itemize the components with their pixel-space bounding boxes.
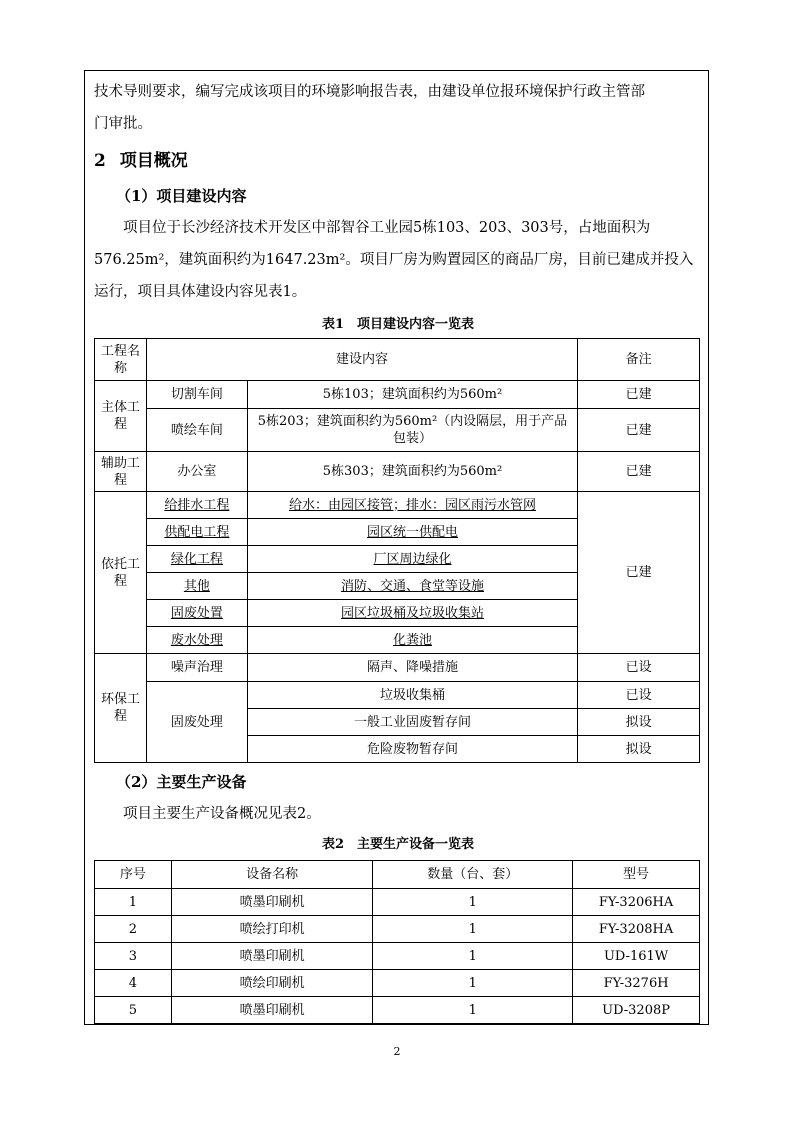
t2-cell-name: 喷绘打印机 [171,916,373,943]
t2-cell-model: FY-3276H [573,970,700,997]
t2-cell-name: 喷绘印刷机 [171,970,373,997]
t1-cell: 办公室 [146,452,247,492]
section-title: 项目概况 [119,151,188,171]
t2-cell-no: 2 [95,916,172,943]
t2-cell-model: UD-3208P [573,997,700,1024]
t1-cell: 消防、交通、食堂等设施 [247,573,577,600]
table-row [95,970,700,997]
t1-group-support: 依托工程 [95,492,147,654]
t2-header-name: 设备名称 [171,861,373,889]
table-row [95,997,700,1024]
table-row [95,916,700,943]
t1-cell: 其他 [146,573,247,600]
t1-cell: 已建 [578,409,700,452]
t1-support-note: 已建 [578,492,700,654]
t2-cell-no: 5 [95,997,172,1024]
t1-cell: 给水：由园区接管；排水：园区雨污水管网 [247,492,577,519]
subsection-2-paragraph: 项目主要生产设备概况见表2。 [123,806,321,822]
t2-cell-qty: 1 [373,997,573,1024]
t2-cell-name: 喷墨印刷机 [171,997,373,1024]
t2-cell-no: 4 [95,970,172,997]
table-row [95,943,700,970]
t2-cell-name: 喷墨印刷机 [171,889,373,916]
t1-cell: 已设 [578,654,700,682]
t1-cell: 隔声、降噪措施 [247,654,577,682]
t2-header-model: 型号 [573,861,700,889]
t1-cell: 垃圾收集桶 [247,682,577,709]
t1-header-note: 备注 [578,339,700,381]
t1-cell: 已建 [578,381,700,409]
t1-cell: 危险废物暂存间 [247,736,577,763]
t1-cell: 一般工业固废暂存间 [247,709,577,736]
t1-cell: 固废处理 [146,682,247,763]
t1-cell: 5栋303；建筑面积约为560m² [247,452,577,492]
t1-cell: 噪声治理 [146,654,247,682]
t2-cell-qty: 1 [373,970,573,997]
section-heading [94,146,702,176]
t1-header-content: 建设内容 [146,339,577,381]
t1-cell: 5栋103；建筑面积约为560m² [247,381,577,409]
t1-cell: 喷绘车间 [146,409,247,452]
t1-cell: 拟设 [578,709,700,736]
t1-header-name: 工程名称 [95,339,147,381]
table-2 [94,860,700,1024]
t1-group-aux: 辅助工程 [95,452,147,492]
t1-cell: 5栋203；建筑面积约为560m²（内设隔层，用于产品包装） [247,409,577,452]
t2-cell-model: UD-161W [573,943,700,970]
t1-cell: 供配电工程 [146,519,247,546]
t1-cell: 废水处理 [146,627,247,654]
t2-cell-qty: 1 [373,889,573,916]
t1-cell: 给排水工程 [146,492,247,519]
document-body [94,70,702,340]
table-1-caption: 表1 项目建设内容一览表 [321,317,475,332]
t1-cell: 固废处置 [146,600,247,627]
t1-cell: 切割车间 [146,381,247,409]
t1-group-main: 主体工程 [95,381,147,452]
intro-line-1: 技术导则要求，编写完成该项目的环境影响报告表，由建设单位报环境保护行政主管部 [94,84,645,100]
t2-cell-name: 喷墨印刷机 [171,943,373,970]
subsection-2-title: （2）主要生产设备 [116,773,247,791]
t2-header-qty: 数量（台、套） [373,861,573,889]
t2-cell-model: FY-3208HA [573,916,700,943]
t1-cell: 厂区周边绿化 [247,546,577,573]
t1-cell: 化粪池 [247,627,577,654]
t1-cell: 园区垃圾桶及垃圾收集站 [247,600,577,627]
table-row [95,889,700,916]
section-2-body [94,766,702,860]
t2-cell-qty: 1 [373,943,573,970]
subsection-1-title: （1）项目建设内容 [116,187,247,205]
t2-cell-no: 3 [95,943,172,970]
table-2-caption: 表2 主要生产设备一览表 [321,837,475,852]
page-number: 2 [393,1045,401,1058]
t1-cell: 已建 [578,452,700,492]
section-number: 2 [94,151,106,171]
intro-line-2: 门审批。 [94,116,152,132]
t1-cell: 园区统一供配电 [247,519,577,546]
table-1 [94,338,700,763]
t2-cell-model: FY-3206HA [573,889,700,916]
t1-cell: 绿化工程 [146,546,247,573]
t1-group-env: 环保工程 [95,654,147,763]
t1-cell: 拟设 [578,736,700,763]
t2-header-no: 序号 [95,861,172,889]
t2-cell-no: 1 [95,889,172,916]
t2-cell-qty: 1 [373,916,573,943]
subsection-1-paragraph: 项目位于长沙经济技术开发区中部智谷工业园5栋103、203、303号，占地面积为576.25m²，建筑面积约为1647.23m²。项目厂房为购置园区的商品厂房，目前已建成并投入运行，项目具体建设内容见表1。 [94,220,694,300]
t1-cell: 已设 [578,682,700,709]
